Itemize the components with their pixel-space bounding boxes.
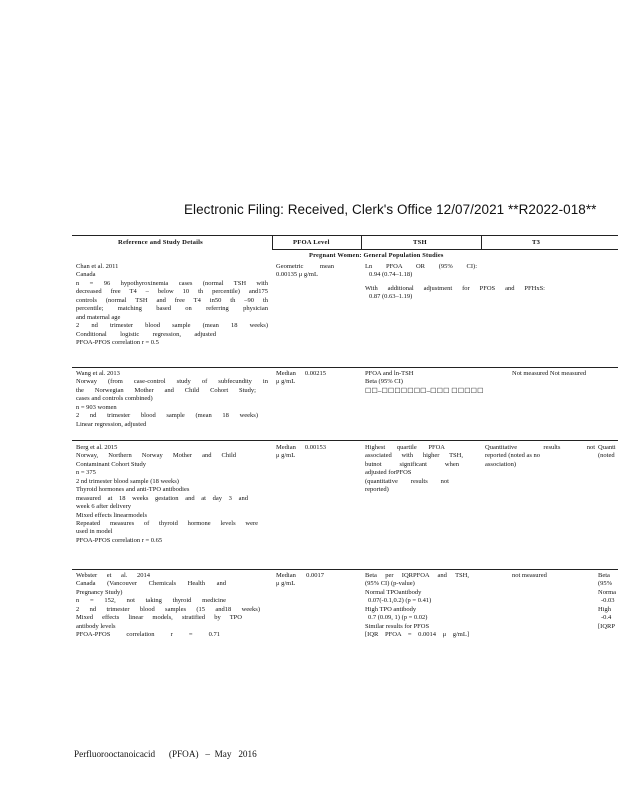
row-webster-pfoa-level: Median 0.0017 μ g/mL <box>276 572 324 588</box>
row-wang-reference: Wang et al. 2013 Norway (from case-control study of subfecundity in the Norwegian Mother and Child Cohort Study; cases and controls combined) n = 903 women 2 nd trimester blood sample (mean 18 weeks) Linear regression, adjusted <box>76 370 268 428</box>
filing-stamp: Electronic Filing: Received, Clerk's Office 12/07/2021 **R2022-018** <box>184 202 597 217</box>
row-chan-pfoa-level: Geometric mean 0.00135 μ g/mL <box>276 263 334 279</box>
row-chan-reference: Chan et al. 2011 Canada n = 96 hypothyroxinemia cases (normal TSH with decreased free T4 – below 10 th percentile) and175 controls (normal TSH and free T4 in50 th –90 th percentile; matching based on referring physician and maternal age 2 nd trimester blood sample (mean 18 weeks) Conditional logistic regression, adjusted PFOA-PFOS correlation r = 0.5 <box>76 263 268 346</box>
page-footer: Perfluorooctanoicacid (PFOA) – May 2016 <box>74 749 257 759</box>
subheader-population: Pregnant Women: General Population Studies <box>309 252 444 259</box>
row-webster-t4-partial: Beta (95% Norma -0.03 High -0.4 [IQRP <box>598 572 617 630</box>
header-divider-1 <box>272 235 273 249</box>
row-berg-pfoa-level: Median 0.00153 μ g/mL <box>276 444 326 460</box>
row-rule-1 <box>72 367 618 368</box>
header-pfoa-level: PFOA Level <box>293 239 330 246</box>
header-t3: T3 <box>532 239 541 246</box>
row-wang-tsh: PFOA and ln-TSH Beta (95% CI) ☐☐–☐☐☐☐☐☐☐–☐☐☐ ☐☐☐☐☐ <box>365 370 484 395</box>
row-wang-pfoa-level: Median 0.00215 μ g/mL <box>276 370 326 386</box>
row-berg-reference: Berg et al. 2015 Norway, Northern Norway Mother and Child Contaminant Cohort Study n = 375 2 nd trimester blood sample (18 weeks) Thyroid hormones and anti-TPO antibodies measured at 18 weeks gestation and at day 3 and week 6 after delivery Mixed effects linearmodels Repeated measures of thyroid hormone levels were used in model PFOA-PFOS correlation r = 0.65 <box>76 444 258 544</box>
header-tsh: TSH <box>413 239 427 246</box>
row-webster-reference: Webster et al. 2014 Canada (Vancouver Chemicals Health and Pregnancy Study) n = 152, not taking thyroid medicine 2 nd trimester blood samples (15 and18 weeks) Mixed effects linear models, stratified by TPO antibody levels PFOA-PFOS correlation r = 0.71 <box>76 572 260 639</box>
row-wang-t3: Not measured Not measured <box>512 370 587 377</box>
row-webster-t3: not measured <box>512 572 547 579</box>
row-webster-tsh: Beta per IQRPFOA and TSH, (95% CI) (p-value) Normal TPOantibody 0.07(-0.1,0.2) (p = 0.41) High TPO antibody 0.7 (0.09, 1) (p = 0.02) Similar results for PFOS [IQR PFOA = 0.0014 μ g/mL] <box>365 572 469 639</box>
row-berg-tsh: Highest quartile PFOA associated with higher TSH, butnot significant when adjusted forPFOS (quantitative results not reported) <box>365 444 463 494</box>
row-berg-t3: Quantitative results not reported (noted as no association) <box>485 444 595 468</box>
row-rule-2 <box>72 440 618 441</box>
header-reference: Reference and Study Details <box>118 239 203 246</box>
row-berg-t4-partial: Quanti (noted <box>598 444 616 460</box>
header-divider-3 <box>481 235 482 249</box>
header-bottom-rule <box>272 249 618 250</box>
table-top-rule <box>72 235 618 236</box>
header-divider-2 <box>361 235 362 249</box>
row-rule-3 <box>72 569 618 570</box>
row-chan-tsh: Ln PFOA OR (95% CI): 0.94 (0.74–1.18) With additional adjustment for PFOS and PFHxS: 0.87 (0.63–1.19) <box>365 263 545 301</box>
